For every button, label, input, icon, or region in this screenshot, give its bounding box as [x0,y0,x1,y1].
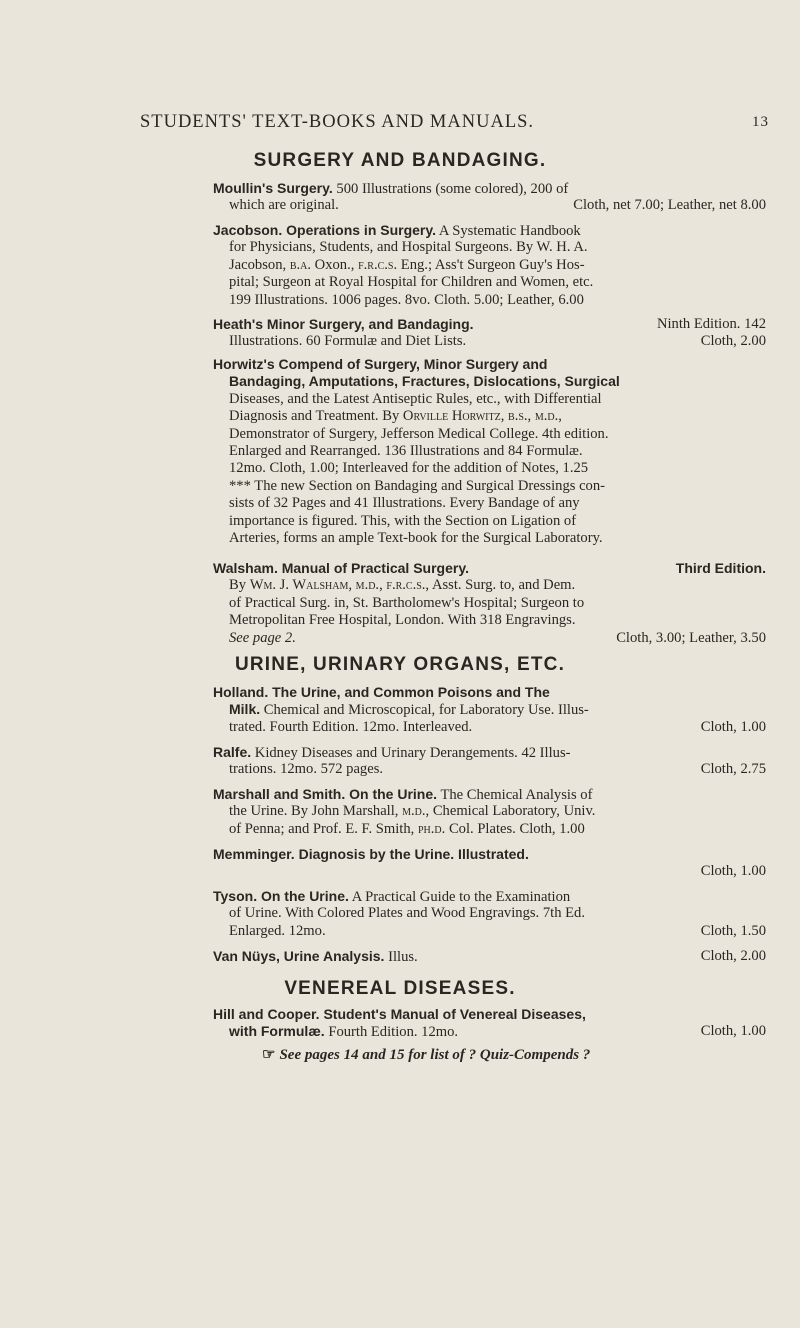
entry-horwitz [213,356,766,547]
entry-price: Cloth, 1.50 [700,922,766,939]
entry-see-page: See page 2. [229,629,296,646]
entry-text: Oxon., [314,256,355,273]
entry-degree: m.d., f.r.c.s., [355,577,430,594]
entry-text: Asst. Surg. to, and Dem. [431,577,576,594]
entry-text: Col. Plates. Cloth, 1.00 [448,820,585,837]
entry-text: Ninth Edition. 142 [656,316,766,332]
section-heading-venereal: VENEREAL DISEASES. [284,978,516,999]
entry-tyson [213,888,766,940]
entry-marshall [213,786,766,838]
entry-text: Enlarged and Rearranged. 136 Illustrations and 84 Formulæ. [229,442,583,459]
entry-title: Milk. [229,701,261,718]
entry-holland [213,684,766,736]
entry-title: Marshall and Smith. On the Urine. [213,786,438,802]
entry-price: Cloth, 2.75 [700,761,766,778]
entry-title: Memminger. Diagnosis by the Urine. Illustrated. [213,846,529,862]
entry-text: A Practical Guide to the Examination [351,889,571,905]
entry-text: Fourth Edition. 12mo. [328,1024,459,1041]
entry-text: Kidney Diseases and Urinary Derangements. 42 Illus- [254,745,571,761]
entry-title: Hill and Cooper. Student's Manual of Venereal Diseases, [213,1006,586,1022]
entry-title: Horwitz's Compend of Surgery, Minor Surgery and [213,356,548,372]
entry-text: 12mo. Cloth, 1.00; Interleaved for the addition of Notes, 1.25 [229,460,589,477]
entry-text: By [229,577,247,594]
entry-author: Wm. J. Walsham, [249,577,353,594]
entry-text: Diseases, and the Latest Antiseptic Rules, etc., with Differential [229,390,602,407]
entry-text: Demonstrator of Surgery, Jefferson Medical College. 4th edition. [229,425,609,442]
entry-text: Chemical Laboratory, Univ. [432,803,596,820]
entry-title: Jacobson. Operations in Surgery. [213,222,437,238]
entry-text: Illus. [388,949,418,965]
entry-text: which are original. [229,197,339,214]
entry-price: Cloth, 2.00 [700,948,766,964]
entry-note: Arteries, forms an ample Text-book for the Surgical Laboratory. [229,529,603,546]
entry-text: trations. 12mo. 572 pages. [229,761,384,778]
entry-text: pital; Surgeon at Royal Hospital for Children and Women, etc. [229,274,594,291]
entry-ralfe [213,744,766,779]
entry-title: Ralfe. [213,744,252,760]
pointing-hand-icon: ☞ [262,1047,276,1063]
entry-price: Cloth, 3.00; Leather, 3.50 [616,629,766,646]
entry-degree: f.r.c.s. [358,256,398,273]
entry-text: Diagnosis and Treatment. By [229,408,400,425]
entry-title: with Formulæ. [229,1023,325,1040]
entry-text: for Physicians, Students, and Hospital Surgeons. By W. H. A. [229,239,588,256]
entry-title: Van Nüys, Urine Analysis. [213,948,385,964]
footer-note [262,1045,590,1064]
entry-text: 500 Illustrations (some colored), 200 of [336,181,569,197]
entry-moullin [213,180,766,215]
entry-text: Illustrations. 60 Formulæ and Diet Lists. [229,333,467,350]
entry-note: *** The new Section on Bandaging and Surgical Dressings con- [229,477,605,494]
section-heading-surgery: SURGERY AND BANDAGING. [253,150,547,171]
entry-text: of Practical Surg. in, St. Bartholomew's Hospital; Surgeon to [229,594,585,611]
entry-text: the Urine. By John Marshall, [229,803,399,820]
entry-title: Moullin's Surgery. [213,180,333,196]
entry-degree: ph.d. [417,820,446,837]
entry-degree: b.a. [289,256,312,273]
entry-price: Cloth, 1.00 [700,863,766,880]
running-header [118,112,778,134]
entry-van-nuys [213,948,766,965]
entry-price: Cloth, 2.00 [700,333,766,350]
entry-price: Cloth, 1.00 [700,1023,766,1040]
entry-text: Chemical and Microscopical, for Laboratory Use. Illus- [263,702,589,719]
entry-note: sists of 32 Pages and 41 Illustrations. Every Bandage of any [229,495,580,512]
entry-text: trated. Fourth Edition. 12mo. Interleaved. [229,718,473,735]
footer-text: See pages 14 and 15 for list of ? Quiz-Compends ? [279,1047,591,1063]
header-title: STUDENTS' TEXT-BOOKS AND MANUALS. [140,112,535,132]
entry-author: Orville Horwitz, [402,408,505,425]
entry-degree: m.d., [402,803,430,820]
entry-text: Eng.; Ass't Surgeon Guy's Hos- [400,256,585,273]
section-heading-urine: URINE, URINARY ORGANS, ETC. [234,654,566,675]
entry-text: 199 Illustrations. 1006 pages. 8vo. Cloth. 5.00; Leather, 6.00 [229,291,584,308]
entry-text: Jacobson, [229,256,287,273]
entry-text: The Chemical Analysis of [440,787,593,803]
entry-heath [213,316,766,351]
entry-text: of Urine. With Colored Plates and Wood Engravings. 7th Ed. [229,905,586,922]
entry-text: of Penna; and Prof. E. F. Smith, [229,820,415,837]
entry-title: Tyson. On the Urine. [213,888,349,904]
entry-text: A Systematic Handbook [438,223,581,239]
entry-memminger [213,846,766,881]
page-number: 13 [752,114,769,130]
entry-text: Third Edition. [675,560,766,576]
entry-title: Heath's Minor Surgery, and Bandaging. [213,316,474,332]
entry-title: Holland. The Urine, and Common Poisons and The [213,684,550,700]
entry-text: Metropolitan Free Hospital, London. With 318 Engravings. [229,612,576,629]
entry-price: Cloth, 1.00 [700,718,766,735]
entry-text: Enlarged. 12mo. [229,922,326,939]
entry-jacobson [213,222,766,309]
entry-degree: b.s., m.d., [508,408,562,425]
entry-hill-cooper [213,1006,766,1041]
entry-walsham [213,560,766,647]
entry-title: Bandaging, Amputations, Fractures, Dislocations, Surgical [229,373,620,390]
entry-price: Cloth, net 7.00; Leather, net 8.00 [573,197,766,214]
entry-title: Walsham. Manual of Practical Surgery. [213,560,469,576]
entry-note: importance is figured. This, with the Section on Ligation of [229,512,577,529]
